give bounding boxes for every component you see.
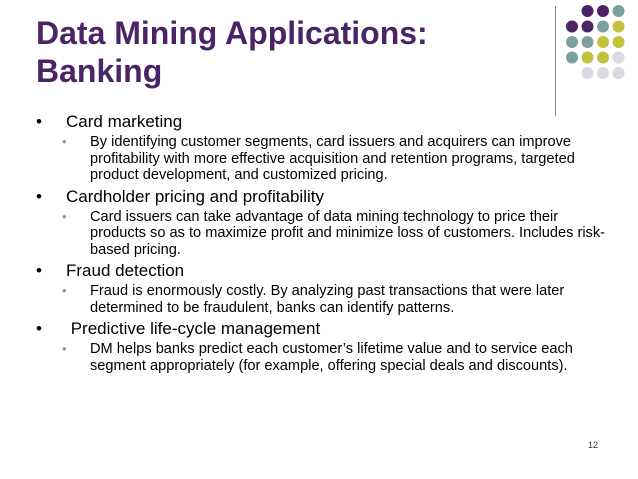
decorative-dot: [566, 21, 578, 33]
decorative-dot: [582, 67, 594, 79]
bullet-list: [36, 112, 616, 377]
sub-bullet-fraud-detection: [48, 283, 616, 316]
decorative-dot: [613, 5, 625, 17]
decorative-dot: [613, 21, 625, 33]
decorative-dot: [597, 67, 609, 79]
slide-title-line-1: Data Mining Applications:: [36, 15, 428, 51]
decorative-dot: [582, 52, 594, 64]
sub-bullet-icon: •: [62, 283, 67, 298]
bullet-fraud-detection: [36, 261, 616, 281]
sub-bullet-text: Card issuers can take advantage of data mining technology to price their products so as to maximize profit and minimize loss of customers. Includes risk-based pricing.: [90, 208, 606, 258]
bullet-heading: Cardholder pricing and profitability: [66, 186, 324, 206]
sub-bullet-text: By identifying customer segments, card issuers and acquirers can improve profitability with more effective acquisition and retention programs, targeted product development, and customized pricing.: [90, 134, 575, 183]
decorative-dot: [597, 5, 609, 17]
decorative-dot: [582, 36, 594, 48]
decorative-dot: [597, 52, 609, 64]
slide-title-line-2: Banking: [36, 53, 163, 89]
bullet-cardholder-pricing: [36, 187, 616, 207]
decorative-dot: [613, 36, 625, 48]
bullet-icon: •: [36, 186, 42, 206]
decorative-dot: [597, 36, 609, 48]
sub-bullet-icon: •: [62, 208, 67, 224]
bullet-icon: •: [36, 319, 42, 338]
sub-bullet-icon: •: [62, 134, 67, 149]
bullet-heading: Predictive life-cycle management: [66, 319, 321, 338]
bullet-card-marketing: [36, 112, 616, 132]
decorative-dot: [582, 21, 594, 33]
decorative-dot: [566, 36, 578, 48]
bullet-predictive-life-cycle: [36, 319, 616, 339]
bullet-heading: Fraud detection: [66, 261, 185, 280]
bullet-icon: •: [36, 112, 42, 131]
page-number: 12: [588, 440, 599, 450]
bullet-heading: Card marketing: [66, 112, 183, 131]
bullet-icon: •: [36, 261, 42, 280]
sub-bullet-cardholder-pricing: [48, 209, 616, 259]
sub-bullet-text: DM helps banks predict each customer’s lifetime value and to service each segment appropriately (for example, offering special deals and discounts).: [90, 341, 573, 374]
decorative-dot: [566, 52, 578, 64]
decorative-dot: [613, 52, 625, 64]
decorative-dot: [582, 5, 594, 17]
sub-bullet-predictive-life-cycle: [48, 341, 616, 374]
decorative-dot: [613, 67, 625, 79]
sub-bullet-card-marketing: [48, 134, 616, 184]
decorative-dot: [597, 21, 609, 33]
sub-bullet-text: Fraud is enormously costly. By analyzing past transactions that were later determined to be fraudulent, banks can identify patterns.: [90, 283, 565, 316]
sub-bullet-icon: •: [62, 341, 67, 356]
